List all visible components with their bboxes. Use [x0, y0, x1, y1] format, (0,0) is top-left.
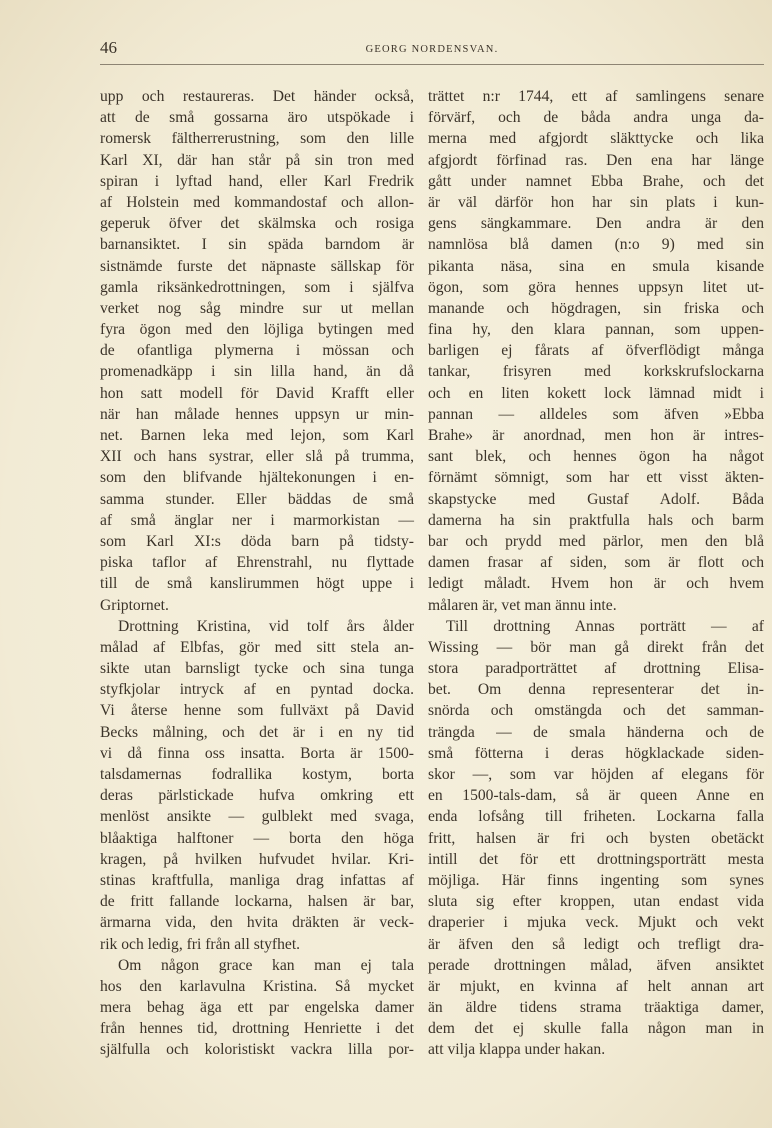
- running-title: GEORG NORDENSVAN.: [365, 44, 499, 55]
- text-line: möjliga. Här finns ingenting som synes: [428, 871, 764, 889]
- text-line: namnlösa blå damen (n:o 9) med sin: [428, 236, 764, 254]
- text-line: bar och prydd med pärlor, men den blå: [428, 532, 764, 550]
- text-line: ögon, som göra hennes uppsyn litet ut-: [428, 278, 764, 296]
- text-line: damen frasar af siden, som är flott och: [428, 554, 764, 572]
- page-header: [100, 38, 764, 62]
- text-line: stinas kraftfulla, manliga drag infattas af: [100, 871, 414, 889]
- text-line: kragen, på hvilken hufvudet hvilar. Kri-: [100, 850, 414, 868]
- text-line: bet. Om denna representerar det in-: [428, 681, 764, 699]
- text-line: gens sängkammare. Den andra är den: [428, 215, 764, 233]
- text-line: styfkjolar intryck af en pyntad docka.: [100, 681, 414, 699]
- text-line: till de små kanslirummen högt uppe i: [100, 575, 414, 593]
- text-line: barnansiktet. I sin späda barndom är: [100, 236, 414, 254]
- text-line: dem det ej skulle falla någon man in: [428, 1020, 764, 1038]
- text-line: hos den karlavulna Kristina. Så mycket: [100, 977, 414, 995]
- header-rule: [100, 64, 764, 65]
- text-line: de fritt fallande lockarna, halsen är bar,: [100, 893, 414, 911]
- text-column-left: [100, 86, 414, 1061]
- text-line: är väl därför hon har sin plats i kun-: [428, 193, 764, 211]
- text-line: målad af Elbfas, gör med sitt stela an-: [100, 638, 414, 656]
- text-line: och en liten kokett lock lämnad midt i: [428, 384, 764, 402]
- text-line: förnämt sömnigt, som har ett visst äkten-: [428, 469, 764, 487]
- text-line: af Holstein med kommandostaf och allon-: [100, 193, 414, 211]
- text-line: mera behag äga ett par engelska damer: [100, 999, 414, 1017]
- text-line: blåaktiga halftoner — borta den höga: [100, 829, 414, 847]
- text-line: skapstycke med Gustaf Adolf. Båda: [428, 490, 764, 508]
- text-line: net. Barnen leka med lejon, som Karl: [100, 427, 414, 444]
- text-line: sistnämde furste det näpnaste sällskap för: [100, 257, 414, 275]
- text-line: en 1500-tals-dam, så är queen Anne en: [428, 787, 764, 805]
- text-line: samma stunder. Eller bäddas de små: [100, 490, 414, 508]
- text-line: upp och restaureras. Det händer också,: [100, 88, 414, 105]
- text-column-right: [428, 86, 764, 1061]
- text-line: damerna ha sin praktfulla hals och barm: [428, 511, 764, 529]
- text-line: än äldre tidens strama träaktiga damer,: [428, 999, 764, 1017]
- text-line: XII och hans systrar, eller slå på trumma,: [100, 448, 414, 466]
- text-line: Wissing — bör man gå direkt från det: [428, 638, 764, 656]
- text-line: Karl XI, där han står på sin tron med: [100, 151, 414, 169]
- text-line: intill det för ett drottningsporträtt mesta: [428, 850, 764, 868]
- text-line: är mjukt, en kvinna af helt annan art: [428, 977, 764, 995]
- text-line: trängda — de smala händerna och de: [428, 723, 764, 741]
- text-line: fyra ögon med den löjliga bytingen med: [100, 321, 414, 339]
- text-line: promenadkäpp i sin lilla hand, än då: [100, 363, 414, 381]
- text-line: manande och högdragen, sin friska och: [428, 299, 764, 317]
- text-line: gamla riksänkedrottningen, som i själfva: [100, 278, 414, 296]
- text-line: snörda och omstängda och det samman-: [428, 702, 764, 720]
- text-line: är äfven den så ledigt och trefligt dra-: [428, 935, 764, 953]
- text-line: Brahe» är anordnad, men hon är intres-: [428, 427, 764, 444]
- text-line: pannan — alldeles som äfven »Ebba: [428, 405, 764, 423]
- page-number: 46: [100, 38, 117, 57]
- text-line: afgjordt förfinad ras. Den ena har länge: [428, 151, 764, 169]
- text-line: hon satt modell för David Krafft eller: [100, 384, 414, 402]
- text-line: ärmarna vida, den hvita dräkten är veck-: [100, 914, 414, 932]
- text-line: ledigt måladt. Hvem hon är och hvem: [428, 575, 764, 593]
- text-line: trättet n:r 1744, ett af samlingens senare: [428, 88, 764, 105]
- text-line: talsdamernas fodrallika kostym, borta: [100, 766, 414, 783]
- text-line: från hennes tid, drottning Henriette i det: [100, 1020, 414, 1038]
- text-line: som den blifvande hjältekonungen i en-: [100, 469, 414, 487]
- text-line: merna med afgjordt släkttycke och lika: [428, 130, 764, 148]
- text-line: draperier i mjuka veck. Mjukt och vekt: [428, 914, 764, 932]
- text-line: målaren är, vet man ännu inte.: [428, 596, 617, 614]
- text-line: romersk fältherrerustning, som den lille: [100, 130, 414, 148]
- text-line: barligen ej fårats af öfverflödigt många: [428, 342, 764, 360]
- text-line: geperuk öfver det skälmska och rosiga: [100, 215, 414, 233]
- text-line: fina hy, den klara pannan, som uppen-: [428, 321, 764, 339]
- text-line: deras pärlstickade hufva omkring ett: [100, 787, 414, 805]
- text-line: rik och ledig, fri från all styfhet.: [100, 935, 301, 953]
- text-line: Drottning Kristina, vid tolf års ålder: [118, 617, 414, 635]
- text-line: menlöst ansikte — gulblekt med svaga,: [100, 808, 414, 826]
- text-line: gått under namnet Ebba Brahe, och det: [428, 172, 764, 190]
- text-line: som Karl XI:s döda barn på tidsty-: [100, 532, 414, 550]
- text-line: fritt, halsen är fri och bysten obetäckt: [428, 829, 764, 847]
- text-line: små fötterna i deras högklackade siden-: [428, 744, 764, 762]
- text-line: Griptornet.: [100, 596, 169, 614]
- text-line: stora paradporträttet af drottning Elisa-: [428, 660, 764, 678]
- text-line: Vi återse henne som fullväxt på David: [100, 702, 414, 720]
- text-line: när han målade hennes uppsyn ur min-: [100, 405, 414, 423]
- text-line: själfulla och koloristiskt vackra lilla por-: [100, 1041, 414, 1059]
- text-line: de ofantliga plymerna i mössan och: [100, 342, 414, 360]
- text-line: att de små gossarna äro utspökade i: [100, 109, 414, 127]
- text-line: spiran i lyftad hand, eller Karl Fredrik: [100, 172, 414, 190]
- text-line: skor —, som var höjden af elegans för: [428, 766, 764, 783]
- text-line: pikanta näsa, sina en smula kisande: [428, 257, 764, 275]
- text-line: sikte utan barnsligt tycke och sina tunga: [100, 660, 414, 678]
- text-line: vi då finna oss insatta. Borta är 1500-: [100, 744, 414, 762]
- text-line: Becks målning, och det är i en ny tid: [100, 723, 414, 741]
- text-line: af små änglar ner i marmorkistan —: [100, 511, 414, 529]
- text-line: piska taflor af Ehrenstrahl, nu flyttade: [100, 554, 414, 572]
- text-line: sant blek, och hennes ögon ha något: [428, 448, 764, 466]
- text-line: verket nog såg mindre sur ut mellan: [100, 299, 414, 317]
- text-line: enda lofsång till friheten. Lockarna falla: [428, 808, 764, 826]
- text-line: tankar, frisyren med korkskrufslockarna: [428, 363, 764, 381]
- text-line: Om någon grace kan man ej tala: [118, 956, 414, 974]
- text-line: perade drottningen målad, äfven ansiktet: [428, 956, 764, 974]
- text-line: Till drottning Annas porträtt — af: [446, 617, 764, 635]
- text-line: sluta sig efter kroppen, utan endast vida: [428, 893, 764, 911]
- text-line: att vilja klappa under hakan.: [428, 1041, 606, 1059]
- text-line: förvärf, och de båda andra unga da-: [428, 109, 764, 127]
